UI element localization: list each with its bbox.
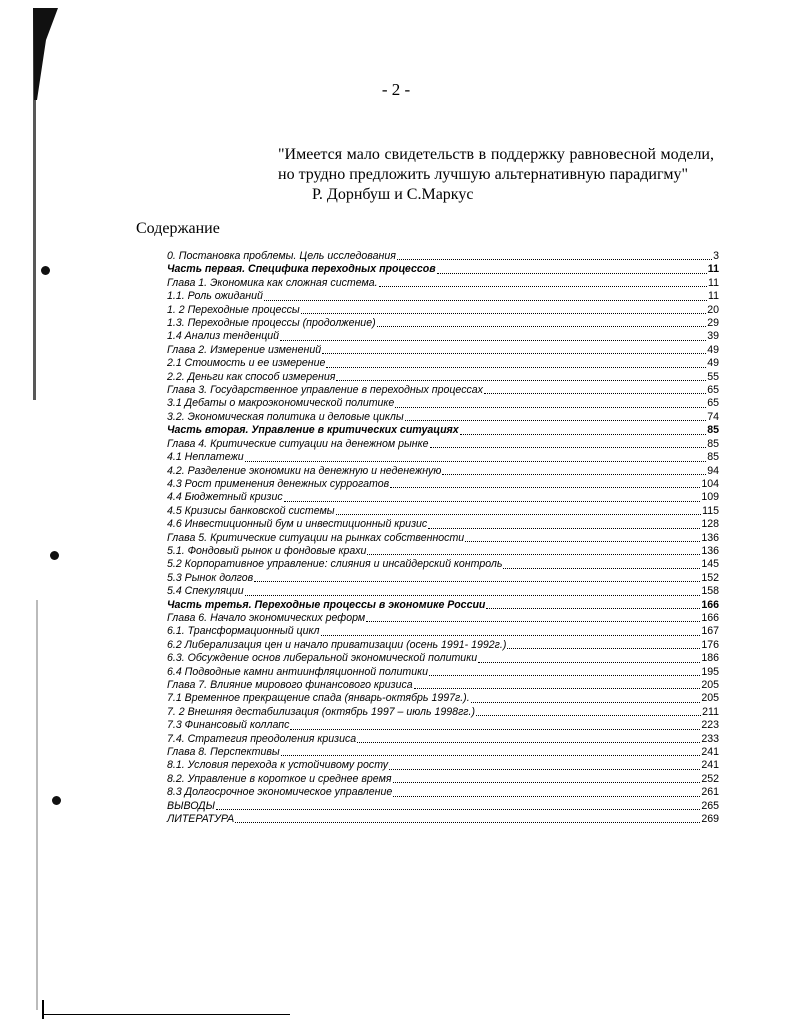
- toc-entry: [167, 491, 719, 504]
- toc-entry-title: 3.1 Дебаты о макроэкономической политике: [167, 397, 395, 410]
- toc-entry: [167, 424, 719, 437]
- toc-entry-page: 241: [701, 746, 719, 759]
- toc-leader-dots: [336, 514, 702, 515]
- page-number: - 2 -: [381, 80, 411, 99]
- toc-entry-page: 49: [707, 343, 719, 356]
- toc-entry: [167, 639, 719, 652]
- toc-entry-title: 8.2. Управление в короткое и среднее время: [167, 772, 392, 785]
- toc-entry-title: 1.4 Анализ тенденций: [167, 330, 280, 343]
- toc-entry-title: 5.1. Фондовый рынок и фондовые крахи: [167, 544, 367, 557]
- toc-entry: [167, 532, 719, 545]
- toc-leader-dots: [465, 541, 700, 542]
- toc-entry-page: 176: [701, 638, 719, 651]
- toc-entry: [167, 719, 719, 732]
- toc-entry-title: ЛИТЕРАТУРА: [167, 813, 235, 826]
- toc-entry-title: Глава 3. Государственное управление в переходных процессах: [167, 384, 483, 397]
- toc-entry: [167, 505, 719, 518]
- toc-leader-dots: [366, 621, 700, 622]
- epigraph: [278, 145, 714, 205]
- table-of-contents: [167, 250, 719, 826]
- toc-entry-title: 7. 2 Внешняя дестабилизация (октябрь 1997 – июль 1998гг.): [167, 705, 475, 718]
- contents-title: Содержание: [136, 220, 220, 237]
- toc-leader-dots: [254, 581, 700, 582]
- toc-leader-dots: [405, 420, 707, 421]
- toc-entry: [167, 263, 719, 276]
- toc-entry: [167, 612, 719, 625]
- toc-entry: [167, 330, 719, 343]
- toc-entry-page: 261: [701, 786, 719, 799]
- toc-entry: [167, 290, 719, 303]
- toc-entry-title: 4.3 Рост применения денежных суррогатов: [167, 477, 390, 490]
- toc-leader-dots: [437, 273, 707, 274]
- toc-entry-page: 65: [707, 384, 719, 397]
- toc-entry-title: Глава 5. Критические ситуации на рынках собственности: [167, 531, 465, 544]
- toc-entry-title: 4.2. Разделение экономики на денежную и неденежную: [167, 464, 442, 477]
- toc-entry: [167, 585, 719, 598]
- toc-entry: [167, 518, 719, 531]
- toc-entry: [167, 371, 719, 384]
- epigraph-quote: "Имеется мало свидетельств в поддержку равновесной модели, но трудно предложить лучшую альтернативную парадигму": [278, 146, 714, 183]
- toc-entry: [167, 277, 719, 290]
- toc-entry-title: 1.3. Переходные процессы (продолжение): [167, 317, 376, 330]
- toc-entry-title: Часть третья. Переходные процессы в экономике России: [167, 598, 486, 611]
- toc-entry: [167, 746, 719, 759]
- toc-leader-dots: [397, 259, 712, 260]
- toc-entry: [167, 317, 719, 330]
- toc-entry-title: 7.4. Стратегия преодоления кризиса: [167, 732, 357, 745]
- toc-entry-page: 269: [701, 813, 719, 826]
- toc-entry-title: 4.4 Бюджетный кризис: [167, 491, 283, 504]
- toc-leader-dots: [245, 461, 707, 462]
- toc-leader-dots: [486, 608, 700, 609]
- toc-entry: [167, 572, 719, 585]
- toc-entry-title: ВЫВОДЫ: [167, 799, 216, 812]
- toc-entry-page: 205: [701, 679, 719, 691]
- toc-entry-title: 3.2. Экономическая политика и деловые циклы: [167, 410, 404, 423]
- toc-entry: [167, 599, 719, 612]
- toc-leader-dots: [321, 635, 701, 636]
- toc-leader-dots: [460, 434, 707, 435]
- toc-entry-page: 11: [708, 290, 719, 303]
- toc-entry: [167, 800, 719, 813]
- toc-entry: [167, 357, 719, 370]
- toc-leader-dots: [281, 755, 701, 756]
- toc-entry-page: 166: [701, 598, 719, 611]
- toc-entry-title: 8.1. Условия перехода к устойчивому росту: [167, 759, 389, 772]
- toc-entry-page: 265: [701, 799, 719, 812]
- toc-entry-page: 186: [701, 652, 719, 665]
- toc-leader-dots: [377, 326, 707, 327]
- toc-leader-dots: [507, 648, 700, 649]
- toc-entry-page: 136: [701, 531, 719, 544]
- toc-entry-title: Часть первая. Специфика переходных процессов: [167, 263, 436, 276]
- toc-leader-dots: [216, 809, 700, 810]
- toc-leader-dots: [235, 822, 700, 823]
- toc-entry-page: 211: [702, 705, 719, 718]
- toc-entry: [167, 411, 719, 424]
- toc-entry: [167, 465, 719, 478]
- toc-entry-title: 1. 2 Переходные процессы: [167, 303, 300, 316]
- toc-entry: [167, 692, 719, 705]
- toc-entry-title: Глава 6. Начало экономических реформ: [167, 611, 366, 624]
- toc-entry-page: 104: [701, 477, 719, 490]
- toc-leader-dots: [367, 554, 700, 555]
- toc-leader-dots: [430, 447, 707, 448]
- toc-leader-dots: [336, 380, 706, 381]
- toc-entry-page: 3: [713, 250, 719, 262]
- toc-entry-title: 7.3 Финансовый коллапс: [167, 719, 290, 732]
- toc-entry-page: 223: [701, 719, 719, 732]
- toc-entry: [167, 813, 719, 826]
- toc-entry-page: 20: [707, 303, 719, 316]
- toc-entry-page: 74: [707, 410, 719, 423]
- toc-entry-title: Глава 1. Экономика как сложная система.: [167, 276, 378, 289]
- toc-leader-dots: [414, 688, 701, 689]
- toc-entry-title: 1.1. Роль ожиданий: [167, 290, 263, 303]
- toc-entry-page: 195: [701, 665, 719, 678]
- toc-entry: [167, 666, 719, 679]
- toc-leader-dots: [429, 675, 700, 676]
- toc-entry-page: 39: [707, 330, 719, 343]
- toc-leader-dots: [280, 340, 706, 341]
- toc-leader-dots: [393, 782, 701, 783]
- toc-entry-page: 109: [701, 491, 719, 504]
- toc-leader-dots: [393, 796, 700, 797]
- toc-entry-title: 2.1 Стоимость и ее измерение: [167, 357, 326, 370]
- toc-entry: [167, 344, 719, 357]
- toc-entry: [167, 384, 719, 397]
- toc-entry-title: 7.1 Временное прекращение спада (январь-октябрь 1997г.).: [167, 692, 470, 705]
- toc-entry-page: 29: [707, 317, 719, 330]
- toc-entry-title: 4.5 Кризисы банковской системы: [167, 504, 335, 517]
- toc-entry-title: 8.3 Долгосрочное экономическое управление: [167, 786, 393, 799]
- toc-leader-dots: [484, 393, 706, 394]
- toc-leader-dots: [428, 528, 700, 529]
- toc-entry: [167, 652, 719, 665]
- toc-entry-page: 94: [707, 464, 719, 477]
- toc-entry: [167, 679, 719, 692]
- toc-entry: [167, 545, 719, 558]
- toc-leader-dots: [264, 300, 707, 301]
- epigraph-author: Р. Дорнбуш и С.Маркус: [312, 186, 474, 203]
- toc-entry: [167, 397, 719, 410]
- toc-leader-dots: [326, 367, 706, 368]
- toc-entry-page: 128: [701, 518, 719, 531]
- toc-entry-page: 241: [701, 759, 719, 772]
- toc-entry-page: 233: [701, 732, 719, 745]
- toc-entry-page: 49: [707, 357, 719, 370]
- toc-entry-title: 6.1. Трансформационный цикл: [167, 625, 320, 638]
- binder-hole: [52, 796, 61, 805]
- toc-entry-title: 4.1 Неплатежи: [167, 451, 244, 464]
- toc-entry: [167, 625, 719, 638]
- toc-leader-dots: [395, 407, 706, 408]
- bottom-rule: [44, 1014, 290, 1015]
- toc-entry-title: 5.4 Спекуляции: [167, 585, 244, 598]
- toc-entry-page: 252: [701, 772, 719, 785]
- toc-entry: [167, 786, 719, 799]
- toc-entry: [167, 250, 719, 263]
- toc-entry: [167, 558, 719, 571]
- toc-leader-dots: [290, 729, 700, 730]
- toc-leader-dots: [503, 568, 700, 569]
- toc-leader-dots: [390, 487, 700, 488]
- toc-leader-dots: [322, 353, 706, 354]
- toc-entry-title: Глава 8. Перспективы: [167, 746, 280, 759]
- toc-entry-page: 152: [701, 571, 719, 584]
- toc-entry: [167, 478, 719, 491]
- toc-entry-title: Часть вторая. Управление в критических ситуациях: [167, 424, 459, 437]
- toc-entry-page: 55: [707, 370, 719, 383]
- toc-entry-title: Глава 2. Измерение изменений: [167, 343, 322, 356]
- toc-entry-page: 145: [701, 558, 719, 571]
- toc-leader-dots: [284, 501, 701, 502]
- toc-entry-page: 11: [708, 276, 719, 289]
- scan-edge-shadow: [0, 0, 60, 1019]
- toc-entry-page: 65: [707, 397, 719, 410]
- toc-entry: [167, 451, 719, 464]
- toc-entry-title: 6.2 Либерализация цен и начало приватизации (осень 1991- 1992г.): [167, 638, 507, 651]
- toc-entry: [167, 438, 719, 451]
- binder-hole: [41, 266, 50, 275]
- toc-entry: [167, 304, 719, 317]
- toc-leader-dots: [379, 286, 707, 287]
- toc-entry: [167, 706, 719, 719]
- binder-hole: [50, 551, 59, 560]
- toc-entry-page: 85: [707, 451, 719, 464]
- toc-leader-dots: [442, 474, 706, 475]
- toc-entry-title: Глава 7. Влияние мирового финансового кризиса: [167, 679, 413, 691]
- toc-entry-page: 136: [701, 544, 719, 557]
- toc-entry: [167, 759, 719, 772]
- toc-entry-title: 0. Постановка проблемы. Цель исследования: [167, 250, 396, 262]
- toc-leader-dots: [389, 769, 700, 770]
- toc-leader-dots: [357, 742, 700, 743]
- toc-entry-title: 5.2 Корпоративное управление: слияния и инсайдерский контроль: [167, 558, 503, 571]
- toc-entry-title: 2.2. Деньги как способ измерения: [167, 370, 336, 383]
- toc-entry-page: 167: [701, 625, 719, 638]
- toc-leader-dots: [301, 313, 706, 314]
- toc-leader-dots: [471, 702, 701, 703]
- toc-entry-page: 158: [701, 585, 719, 598]
- toc-entry-page: 85: [707, 424, 719, 437]
- toc-leader-dots: [476, 715, 701, 716]
- toc-entry: [167, 733, 719, 746]
- toc-entry-page: 115: [702, 504, 719, 517]
- toc-entry-page: 11: [707, 263, 719, 276]
- toc-leader-dots: [478, 662, 700, 663]
- toc-entry: [167, 773, 719, 786]
- toc-entry-title: Глава 4. Критические ситуации на денежном рынке: [167, 437, 429, 450]
- toc-leader-dots: [245, 595, 701, 596]
- toc-entry-page: 205: [701, 692, 719, 705]
- toc-entry-title: 6.4 Подводные камни антиинфляционной политики: [167, 665, 429, 678]
- toc-entry-title: 5.3 Рынок долгов: [167, 571, 254, 584]
- toc-entry-title: 4.6 Инвестиционный бум и инвестиционный кризис: [167, 518, 428, 531]
- toc-entry-title: 6.3. Обсуждение основ либеральной экономической политики: [167, 652, 478, 665]
- toc-entry-page: 85: [707, 437, 719, 450]
- toc-entry-page: 166: [701, 611, 719, 624]
